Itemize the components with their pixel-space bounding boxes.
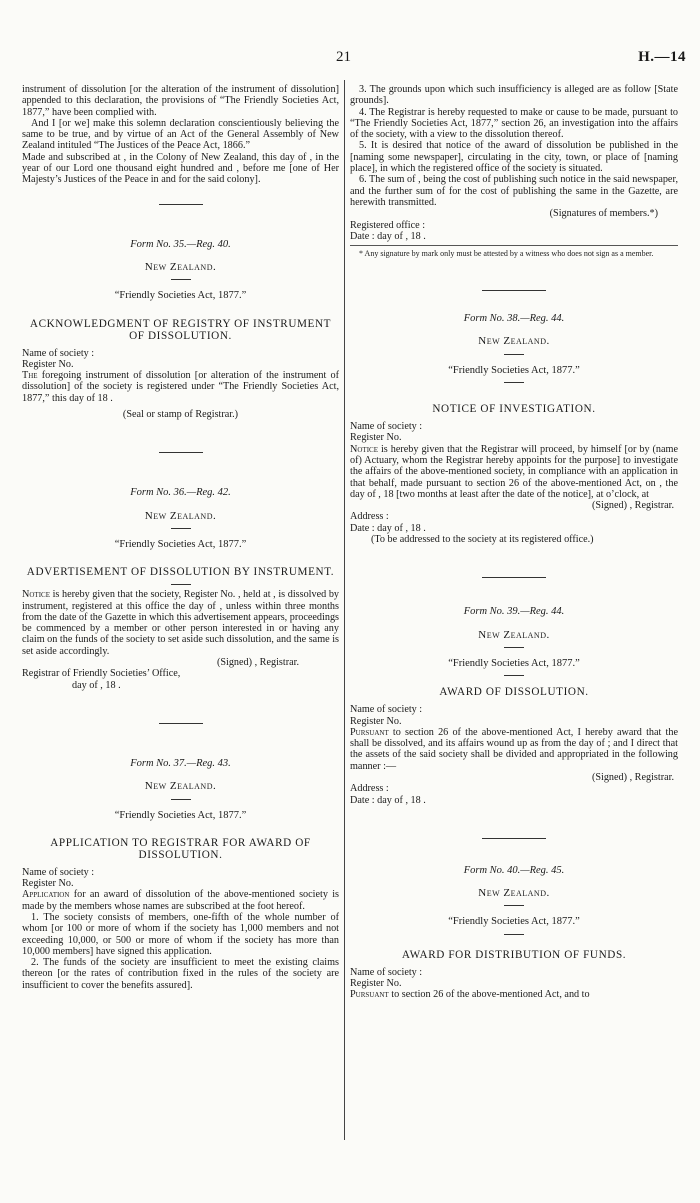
form-38-body: is hereby given that the Registrar will proceed, by himself [or by (name of) Actuary, whom the Registrar hereby appoints for the purpose] to investigate the affairs of the above-mentioned society, in compliance with an application in that behalf, made pursuant to section 26 of the above-mentioned Act, on , the day of , 18 [two months at least after the date of the notice], at o’clock, at [350, 443, 678, 500]
form-35-name: Name of society : [22, 347, 95, 359]
form-37-register: Register No. [22, 878, 74, 890]
form-38-act: “Friendly Societies Act, 1877.” [448, 364, 580, 376]
form-38-lead: Notice [350, 443, 378, 455]
form-39-address: Address : [350, 783, 389, 795]
short-rule [504, 905, 524, 906]
form-40-act: “Friendly Societies Act, 1877.” [448, 916, 580, 928]
section-rule [159, 452, 203, 453]
form-35-act: “Friendly Societies Act, 1877.” [114, 290, 247, 302]
form-39-signed: (Signed) , Registrar. [591, 771, 674, 783]
form-37-clause-1: 1. The society consists of members, one-fifth of the whole number of whom [or 100 or more of whom if the society has 1,000 members and not exceeding 10,000, or 500 or more of whom if the society has more than 10,000 members] have signed this application. [22, 911, 339, 957]
form-39-country: New Zealand. [478, 628, 550, 641]
form-35-country: New Zealand. [144, 260, 217, 273]
page-number: 21 [336, 49, 351, 65]
form-38-label: Form No. 38.—Reg. 44. [463, 313, 565, 325]
form-38-country: New Zealand. [478, 335, 550, 348]
section-rule [482, 577, 546, 578]
short-rule [504, 647, 524, 648]
form-40-lead: Pursuant [350, 989, 389, 1001]
form-36-act: “Friendly Societies Act, 1877.” [114, 538, 247, 550]
form-37-date: Date : day of , 18 . [350, 230, 426, 242]
form-37-signatures: (Signatures of members.*) [549, 208, 658, 220]
form-36-body: is hereby given that the society, Register No. , held at , is dissolved by instrument, registered at this office the day of , unless within three months from the date of the Gazette in which this advertisement appears, proceedings be commenced by a member or other person interested in or having any claim on the funds of the society to set aside such dissolution, and the same is set aside accordingly. [22, 589, 340, 657]
form-39-label: Form No. 39.—Reg. 44. [463, 606, 565, 618]
declaration-paragraph: And I [or we] make this solemn declaration conscientiously believing the same to be true, and by virtue of an Act of the General Assembly of New Zealand intituled “The Justices of the Peace Act, 1866.” [22, 117, 339, 152]
form-35-body: foregoing instrument of dissolution [or alteration of the instrument of dissolution] of the society is registered under “The Friendly Societies Act, 1877,” this day of 18 . [22, 370, 339, 404]
section-rule [159, 723, 203, 724]
form-36-country: New Zealand. [144, 509, 217, 522]
form-35-lead: The [22, 370, 38, 382]
form-39-heading: AWARD OF DISSOLUTION. [439, 686, 589, 699]
form-40-country: New Zealand. [478, 887, 550, 900]
form-39-name: Name of society : [350, 704, 423, 716]
section-rule [159, 204, 203, 205]
form-37-name: Name of society : [22, 866, 95, 878]
short-rule [504, 382, 524, 383]
form-36-office: Registrar of Friendly Societies’ Office, [22, 668, 181, 680]
form-37-clause-6: 6. The sum of , being the cost of publishing such notice in the said newspaper, and the further sum of for the cost of publishing the same in the Gazette, are herewith transmitted. [350, 174, 678, 208]
form-39-register: Register No. [350, 715, 402, 727]
form-38-date: Date : day of , 18 . [350, 522, 426, 534]
short-rule [171, 799, 191, 800]
form-37-clause-2: 2. The funds of the society are insufficient to meet the existing claims thereon [or the rates of contribution fixed in the rules of the society are insufficient to cover the benefits assured]. [22, 957, 339, 991]
right-column [350, 84, 678, 1001]
form-40-label: Form No. 40.—Reg. 45. [463, 864, 565, 876]
form-36-date: day of , 18 . [72, 679, 121, 691]
form-37-label: Form No. 37.—Reg. 43. [130, 757, 231, 769]
short-rule [504, 934, 524, 935]
form-38-register: Register No. [350, 432, 402, 444]
form-37-act: “Friendly Societies Act, 1877.” [114, 809, 247, 821]
form-37-office: Registered office : [350, 219, 426, 231]
form-35-seal: (Seal or stamp of Registrar.) [122, 409, 239, 421]
form-37-footnote: * Any signature by mark only must be attested by a witness who does not sign as a member. [359, 249, 654, 259]
subscription-paragraph: Made and subscribed at , in the Colony of New Zealand, this day of , in the year of our Lord one thousand eight hundred and , before me [one of Her Majesty’s Justices of the Peace in and for the said colony]. [22, 151, 339, 186]
form-39-date: Date : day of , 18 . [350, 794, 426, 806]
short-rule [171, 279, 191, 280]
form-37-body: for an award of dissolution of the above-mentioned society is made by the members whose names are subscribed at the foot hereof. [22, 889, 339, 912]
form-38-addressed: (To be addressed to the society at its registered office.) [371, 534, 594, 546]
left-column [22, 84, 339, 991]
short-rule [504, 354, 524, 355]
form-40-name: Name of society : [350, 966, 423, 978]
form-38-signed: (Signed) , Registrar. [591, 500, 674, 512]
form-37-clause-4: 4. The Registrar is hereby requested to make or cause to be made, pursuant to “The Friendly Societies Act, 1877,” section 26, an investigation into the affairs of the society, with a view to the dissolution thereof. [350, 106, 678, 141]
form-36-lead: Notice [22, 589, 50, 601]
column-divider [344, 80, 345, 1140]
form-40-heading: AWARD FOR DISTRIBUTION OF FUNDS. [401, 948, 627, 961]
section-rule [482, 838, 546, 839]
continued-paragraph: instrument of dissolution [or the alteration of the instrument of dissolution] appended to this declaration, the provisions of “The Friendly Societies Act, 1877,” have been complied with. [22, 84, 339, 118]
form-38-name: Name of society : [350, 421, 423, 433]
form-36-heading: ADVERTISEMENT OF DISSOLUTION BY INSTRUMENT. [26, 566, 335, 579]
form-35-label: Form No. 35.—Reg. 40. [130, 238, 231, 250]
form-35-heading: ACKNOWLEDGMENT OF REGISTRY OF INSTRUMENT OF DISSOLUTION. [29, 317, 332, 342]
section-rule [482, 290, 546, 291]
form-37-lead: Application [22, 889, 70, 901]
form-39-body: to section 26 of the above-mentioned Act, I hereby award that the shall be dissolved, and its affairs wound up as from the day of ; and I direct that the assets of the said society shall be divided and appropriated in the following manner :— [350, 726, 678, 772]
form-37-clause-3: 3. The grounds upon which such insufficiency is alleged are as follow [State grounds]. [350, 84, 678, 107]
form-38-heading: NOTICE OF INVESTIGATION. [432, 403, 596, 416]
form-40-register: Register No. [350, 978, 402, 990]
short-rule [171, 584, 191, 585]
footnote-rule [350, 245, 678, 246]
form-40-body: to section 26 of the above-mentioned Act, and to [391, 989, 590, 1001]
short-rule [171, 528, 191, 529]
form-37-clause-5: 5. It is desired that notice of the award of dissolution be published in the [naming some newspaper], circulating in the city, town, or place of [naming place], in which the registered office of the society is situated. [350, 140, 678, 175]
form-38-address: Address : [350, 511, 389, 523]
form-36-signed: (Signed) , Registrar. [216, 657, 299, 669]
form-35-register: Register No. [22, 358, 74, 370]
form-39-act: “Friendly Societies Act, 1877.” [448, 657, 580, 669]
form-37-heading: APPLICATION TO REGISTRAR FOR AWARD OF DISSOLUTION. [50, 836, 311, 861]
form-36-label: Form No. 36.—Reg. 42. [130, 487, 231, 499]
short-rule [504, 675, 524, 676]
page-reference: H.—14 [638, 49, 686, 65]
form-39-lead: Pursuant [350, 726, 389, 738]
form-37-country: New Zealand. [144, 780, 217, 793]
